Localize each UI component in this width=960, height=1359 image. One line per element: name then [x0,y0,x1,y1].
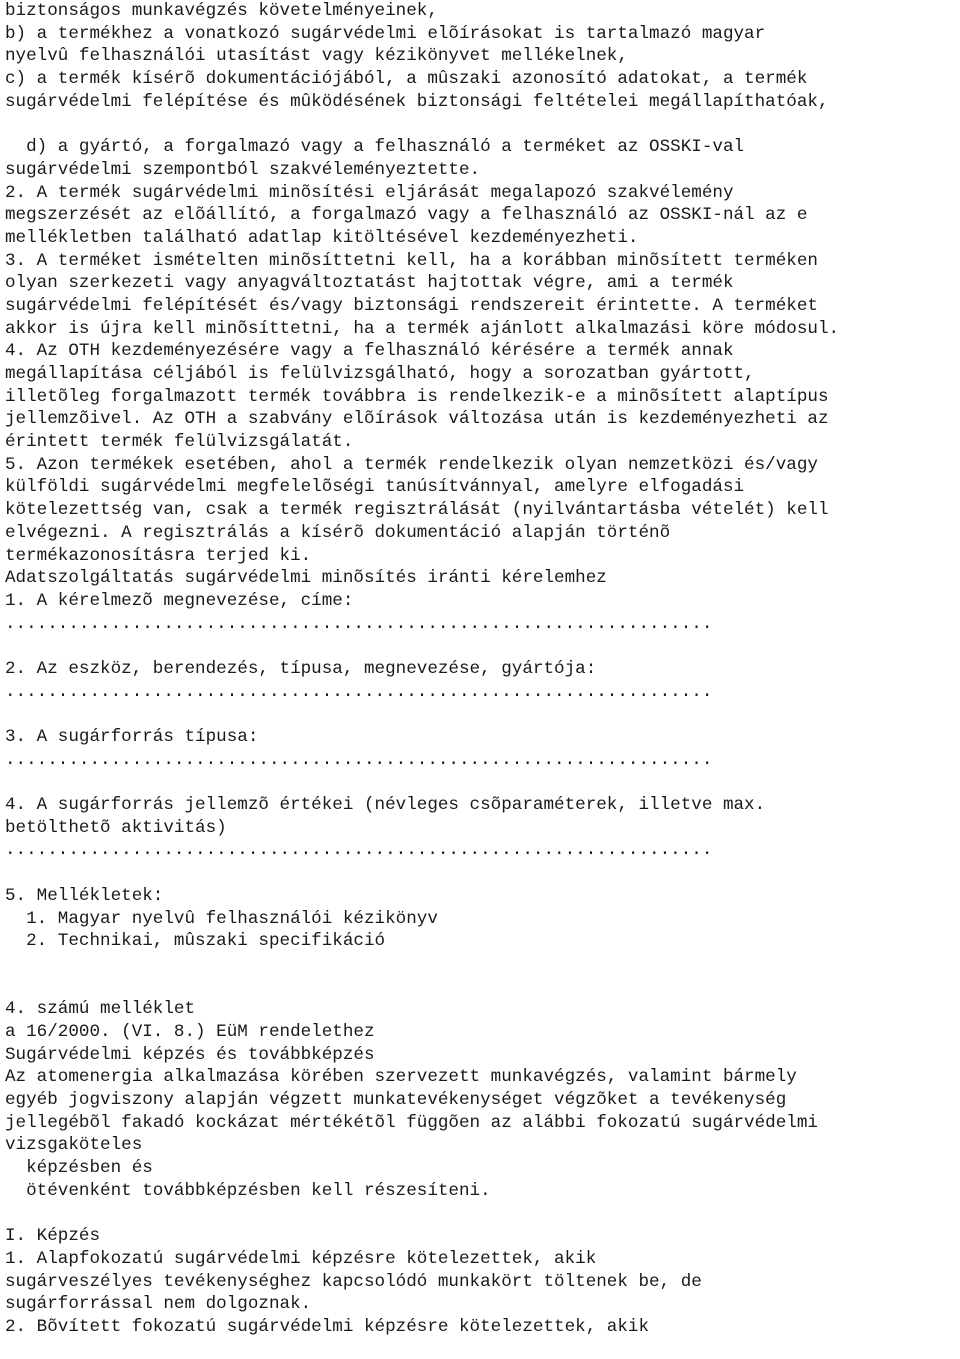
text-line: Adatszolgáltatás sugárvédelmi minõsítés iránti kérelemhez [5,568,607,589]
text-line: vizsgaköteles [5,1135,143,1156]
text-line: 3. A terméket ismételten minõsíttetni kell, ha a korábban minõsített terméken [5,250,818,271]
text-line: megszerzését az elõállító, a forgalmazó vagy a felhasználó az OSSKI-nál az e [5,205,808,226]
text-line: 2. Az eszköz, berendezés, típusa, megnevezése, gyártója: [5,658,597,679]
text-line: ................................................................... [5,749,713,770]
text-line: sugárvédelmi felépítése és mûködésének biztonsági feltételei megállapíthatóak, [5,91,829,112]
text-line: 3. A sugárforrás típusa: [5,727,259,747]
text-line: Az atomenergia alkalmazása körében szervezett munkavégzés, valamint bármely [5,1067,797,1088]
text-line: ötévenként továbbképzésben kell részesíteni. [5,1180,491,1201]
text-line: termékazonosításra terjed ki. [5,545,312,566]
text-line: külföldi sugárvédelmi megfelelõségi tanúsítvánnyal, amelyre elfogadási [5,477,745,498]
text-line: akkor is újra kell minõsíttetni, ha a termék ajánlott alkalmazási köre módosul. [5,318,840,339]
text-line [5,771,955,794]
text-line: sugárforrással nem dolgoznak. [5,1294,312,1315]
text-line: c) a termék kísérõ dokumentációjából, a mûszaki azonosító adatokat, a termék [5,69,808,90]
text-line: a 16/2000. (VI. 8.) EüM rendelethez [5,1021,375,1042]
text-line [5,113,955,136]
text-line [5,953,955,976]
text-line: 2. A termék sugárvédelmi minõsítési eljárását megalapozó szakvélemény [5,182,734,203]
text-line: megállapítása céljából is felülvizsgálható, hogy a sorozatban gyártott, [5,364,755,384]
text-line: b) a termékhez a vonatkozó sugárvédelmi elõírásokat is tartalmazó magyar [5,23,766,44]
text-line: 4. A sugárforrás jellemzõ értékei (névleges csõparaméterek, illetve max. [5,795,766,816]
text-line: mellékletben található adatlap kitöltésével kezdeményezheti. [5,227,639,248]
text-line [5,703,955,726]
text-line: biztonságos munkavégzés követelményeinek, [5,1,438,21]
text-line: 1. Magyar nyelvû felhasználói kézikönyv [5,908,438,929]
text-line: kötelezettség van, csak a termék regisztrálását (nyilvántartásba vételét) kell [5,500,829,521]
text-line: illetõleg forgalmazott termék továbbra is rendelkezik-e a minõsített alaptípus [5,386,829,407]
text-line: 4. Az OTH kezdeményezésére vagy a felhasználó kérésére a termék annak [5,341,734,362]
text-line: 2. Technikai, mûszaki specifikáció [5,931,386,952]
document-body [5,0,955,1339]
text-line: sugárveszélyes tevékenységhez kapcsolódó munkakört töltenek be, de [5,1271,702,1292]
text-line: egyéb jogviszony alapján végzett munkatevékenységet végzõket a tevékenység [5,1090,787,1110]
text-line: ................................................................... [5,840,713,861]
text-line [5,635,955,658]
text-line: sugárvédelmi felépítését és/vagy biztonsági rendszereit érintette. A terméket [5,295,818,316]
text-line [5,862,955,885]
text-line: jellegébõl fakadó kockázat mértékétõl függõen az alábbi fokozatú sugárvédelmi [5,1112,818,1133]
text-line [5,1202,955,1225]
text-line: képzésben és [5,1158,153,1179]
text-line: jellemzõivel. Az OTH a szabvány elõírások változása után is kezdeményezheti az [5,409,829,430]
text-line: betölthetõ aktivitás) [5,817,227,838]
text-line: d) a gyártó, a forgalmazó vagy a felhasználó a terméket az OSSKI-val [5,137,745,158]
text-line: érintett termék felülvizsgálatát. [5,432,354,453]
text-line: ................................................................... [5,681,713,702]
text-line: olyan szerkezeti vagy anyagváltoztatást hajtottak végre, ami a termék [5,273,734,294]
text-line: Sugárvédelmi képzés és továbbképzés [5,1044,375,1065]
text-line: elvégezni. A regisztrálás a kísérõ dokumentáció alapján történõ [5,522,671,543]
text-line: ................................................................... [5,613,713,634]
text-line: I. Képzés [5,1226,101,1247]
text-line: sugárvédelmi szempontból szakvéleményeztette. [5,159,481,180]
text-line [5,976,955,999]
text-line: 5. Mellékletek: [5,885,164,906]
text-line: nyelvû felhasználói utasítást vagy kézikönyvet mellékelnek, [5,46,628,67]
text-line: 2. Bõvített fokozatú sugárvédelmi képzésre kötelezettek, akik [5,1316,650,1337]
text-line: 1. A kérelmezõ megnevezése, címe: [5,590,354,611]
text-line: 1. Alapfokozatú sugárvédelmi képzésre kötelezettek, akik [5,1248,597,1269]
text-line: 5. Azon termékek esetében, ahol a termék rendelkezik olyan nemzetközi és/vagy [5,454,818,475]
text-line: 4. számú melléklet [5,999,196,1020]
